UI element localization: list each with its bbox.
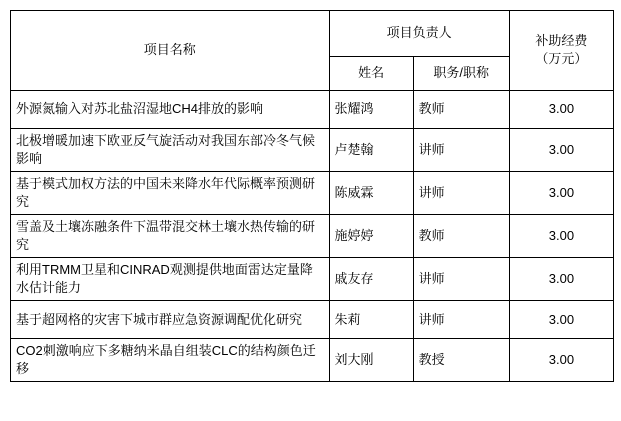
table-row — [11, 339, 614, 382]
cell-leader-title: 讲师 — [413, 172, 509, 215]
header-project-leader: 项目负责人 — [329, 11, 509, 57]
cell-leader-title: 教师 — [413, 215, 509, 258]
cell-leader-name: 陈威霖 — [329, 172, 413, 215]
cell-project-name: 外源氮输入对苏北盐沼湿地CH4排放的影响 — [11, 91, 330, 129]
header-funding-line1: 补助经费 — [535, 33, 588, 49]
cell-leader-name: 卢楚翰 — [329, 129, 413, 172]
table-row — [11, 172, 614, 215]
cell-leader-name: 张耀鸿 — [329, 91, 413, 129]
cell-funding: 3.00 — [509, 215, 613, 258]
cell-leader-name: 施婷婷 — [329, 215, 413, 258]
cell-funding: 3.00 — [509, 91, 613, 129]
cell-funding: 3.00 — [509, 258, 613, 301]
table-row — [11, 215, 614, 258]
cell-funding: 3.00 — [509, 301, 613, 339]
table-header-row-top — [11, 11, 614, 57]
table-row — [11, 301, 614, 339]
grant-project-table — [10, 10, 614, 382]
cell-leader-name: 戚友存 — [329, 258, 413, 301]
header-funding-line2: （万元） — [535, 51, 588, 66]
cell-leader-title: 教授 — [413, 339, 509, 382]
cell-leader-title: 讲师 — [413, 301, 509, 339]
header-leader-title: 职务/职称 — [413, 57, 509, 91]
table-row — [11, 91, 614, 129]
cell-project-name: 北极增暖加速下欧亚反气旋活动对我国东部冷冬气候影响 — [11, 129, 330, 172]
cell-leader-name: 刘大刚 — [329, 339, 413, 382]
cell-project-name: CO2刺激响应下多糖纳米晶自组装CLC的结构颜色迁移 — [11, 339, 330, 382]
cell-funding: 3.00 — [509, 172, 613, 215]
cell-leader-name: 朱莉 — [329, 301, 413, 339]
table-row — [11, 258, 614, 301]
cell-project-name: 雪盖及土壤冻融条件下温带混交林土壤水热传输的研究 — [11, 215, 330, 258]
header-leader-name: 姓名 — [329, 57, 413, 91]
cell-project-name: 基于超网格的灾害下城市群应急资源调配优化研究 — [11, 301, 330, 339]
cell-leader-title: 讲师 — [413, 129, 509, 172]
cell-funding: 3.00 — [509, 339, 613, 382]
cell-leader-title: 讲师 — [413, 258, 509, 301]
header-funding — [509, 11, 613, 91]
cell-project-name: 基于模式加权方法的中国未来降水年代际概率预测研究 — [11, 172, 330, 215]
cell-funding: 3.00 — [509, 129, 613, 172]
header-project-name: 项目名称 — [11, 11, 330, 91]
cell-project-name: 利用TRMM卫星和CINRAD观测提供地面雷达定量降水估计能力 — [11, 258, 330, 301]
table-row — [11, 129, 614, 172]
cell-leader-title: 教师 — [413, 91, 509, 129]
